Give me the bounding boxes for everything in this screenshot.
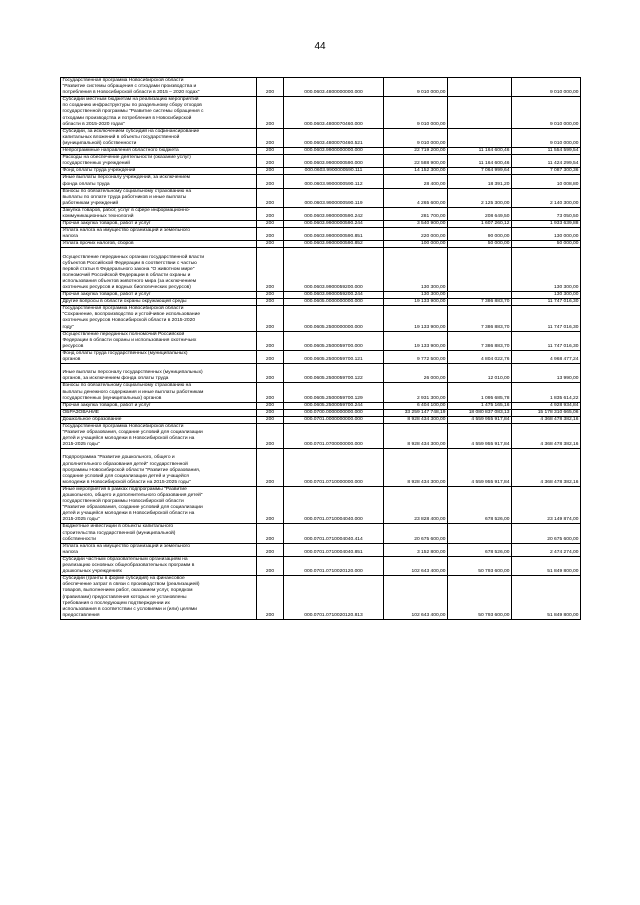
row-executed-amount-cell: 4 804 022,76 [448,350,512,363]
table-row [61,423,581,448]
row-name-cell: Бюджетные инвестиции в объекты капитального строительства государственной (муниципальной) собственности [61,524,257,543]
row-name-cell: Закупка товаров, работ, услуг в сфере информационно- коммуникационных технологий [61,207,257,220]
row-code-type-cell: 200 [257,524,284,543]
row-remaining-amount-cell: 4 928 934,84 [512,402,581,409]
table-row [61,556,581,575]
table-row [61,331,581,350]
page-number: 44 [314,41,326,52]
row-classification-code-cell: 000.0603.4800070460.000 [284,97,384,128]
table-row [61,155,581,168]
row-approved-amount-cell: 19 133 900,00 [384,331,448,350]
row-approved-amount-cell: 22 588 900,00 [384,155,448,168]
row-approved-amount-cell: 130 300,00 [384,292,448,299]
row-code-type-cell: 200 [257,148,284,155]
row-name-cell: Субсидии частным образовательным организациям на реализацию основных общеобразовательных программ в дошкольных учреждениях [61,556,257,575]
row-classification-code-cell: 000.0605.2500059700.121 [284,350,384,363]
row-remaining-amount-cell: 130 300,00 [512,292,581,299]
row-approved-amount-cell: 2 931 300,00 [384,383,448,402]
row-classification-code-cell: 000.0605.2500059700.122 [284,364,384,383]
row-executed-amount-cell: 7 386 883,70 [448,299,512,306]
row-executed-amount-cell: 678 526,00 [448,486,512,524]
row-classification-code-cell: 000.0701.0710004040.000 [284,486,384,524]
row-code-type-cell: 200 [257,402,284,409]
row-name-cell: Иные мероприятия в рамках подпрограммы "Развитие дошкольного, общего и дополнительного образования детей" государственной программы Новосибирской области "Развитие образования, создание условий для социализации детей и учащейся молодежи в Новосибирской области на 2015-2025 годы" [61,486,257,524]
row-executed-amount-cell [448,524,512,543]
row-code-type-cell: 200 [257,97,284,128]
row-executed-amount-cell: 4 559 955 917,84 [448,449,512,487]
row-name-cell: Субсидии, за исключением субсидий на софинансирование капитальных вложений в объекты государственной (муниципальной) собственности [61,128,257,147]
row-code-type-cell: 200 [257,168,284,175]
row-approved-amount-cell: 8 928 434 300,00 [384,449,448,487]
row-name-cell: Взносы по обязательному социальному страхованию на выплаты денежного содержания и иные выплаты работникам государственных (муниципальных) органов [61,383,257,402]
row-code-type-cell: 200 [257,543,284,556]
row-executed-amount-cell: 7 386 883,70 [448,331,512,350]
row-approved-amount-cell: 28 400,00 [384,175,448,188]
row-executed-amount-cell [448,128,512,147]
row-executed-amount-cell: 7 064 999,64 [448,168,512,175]
row-name-cell: Уплата налога на имущество организаций и земельного налога [61,228,257,241]
row-approved-amount-cell: 9 010 000,00 [384,97,448,128]
table-row [61,78,581,97]
row-name-cell: Расходы на обеспечение деятельности (оказание услуг) государственных учреждений [61,155,257,168]
row-classification-code-cell: 000.0700.0000000000.000 [284,409,384,416]
row-executed-amount-cell: 50 793 600,00 [448,576,512,620]
row-approved-amount-cell: 23 828 400,00 [384,486,448,524]
row-approved-amount-cell: 33 259 147 748,19 [384,409,448,416]
row-approved-amount-cell: 19 133 900,00 [384,306,448,331]
row-classification-code-cell: 000.0603.9900059200.000 [284,248,384,292]
row-code-type-cell: 200 [257,576,284,620]
row-remaining-amount-cell: 23 149 874,00 [512,486,581,524]
table-row [61,576,581,620]
row-classification-code-cell: 000.0603.9900059200.244 [284,292,384,299]
row-approved-amount-cell: 102 643 400,00 [384,576,448,620]
row-classification-code-cell: 000.0701.0710004040.851 [284,543,384,556]
table-row [61,543,581,556]
row-name-cell: ОБРАЗОВАНИЕ [61,409,257,416]
row-name-cell: Дошкольное образование [61,416,257,423]
row-code-type-cell: 200 [257,299,284,306]
row-executed-amount-cell: 18 080 837 083,13 [448,409,512,416]
row-remaining-amount-cell: 50 000,00 [512,241,581,248]
row-executed-amount-cell: 678 526,00 [448,543,512,556]
row-approved-amount-cell: 4 265 600,00 [384,188,448,207]
table-row [61,228,581,241]
row-approved-amount-cell: 14 152 300,00 [384,168,448,175]
row-approved-amount-cell: 8 928 434 300,00 [384,416,448,423]
row-classification-code-cell: 000.0605.0000000000.000 [284,299,384,306]
table-row [61,221,581,228]
row-name-cell: Государственная программа Новосибирской области "Сохранение, воспроизводство и устойчивое использование охотничьих ресурсов Новосибирской области в 2015-2020 году" [61,306,257,331]
table-row [61,248,581,292]
row-name-cell: Прочая закупка товаров, работ и услуг [61,402,257,409]
table-row [61,97,581,128]
row-approved-amount-cell: 130 300,00 [384,248,448,292]
table-row [61,402,581,409]
row-name-cell: Иные выплаты персоналу государственных (муниципальных) органов, за исключением фонда оплаты труда [61,364,257,383]
row-remaining-amount-cell: 15 178 310 665,06 [512,409,581,416]
row-executed-amount-cell [448,97,512,128]
row-approved-amount-cell: 19 133 900,00 [384,299,448,306]
row-classification-code-cell: 000.0603.9900000590.112 [284,175,384,188]
row-remaining-amount-cell: 130 300,00 [512,248,581,292]
row-remaining-amount-cell: 11 747 016,30 [512,331,581,350]
row-name-cell: Подпрограмма "Развитие дошкольного, общего и дополнительного образования детей" государственной программы Новосибирской области "Развитие образования, создание условий для социализации детей и учащейся молодежи в Новосибирской области на 2015-2025 годы" [61,449,257,487]
row-classification-code-cell: 000.0603.9900000590.851 [284,228,384,241]
row-remaining-amount-cell: 9 010 000,00 [512,78,581,97]
row-approved-amount-cell: 20 675 600,00 [384,524,448,543]
row-name-cell: Фонд оплаты труда учреждений [61,168,257,175]
row-code-type-cell: 200 [257,364,284,383]
row-remaining-amount-cell: 2 474 274,00 [512,543,581,556]
row-name-cell: Осуществление переданных органам государственной власти субъектов Российской Федерации в соответствии с частью первой статьи 6 Федерального закона "О животном мире" полномочий Российской Федерации в области охраны и использования объектов животного мира (за исключением охотничьих ресурсов и водных биологических ресурсов) [61,248,257,292]
row-classification-code-cell: 000.0701.0710004040.414 [284,524,384,543]
row-classification-code-cell: 000.0701.0700000000.000 [284,423,384,448]
table-row [61,188,581,207]
row-code-type-cell: 200 [257,306,284,331]
table-row [61,292,581,299]
row-remaining-amount-cell: 11 747 016,30 [512,299,581,306]
row-approved-amount-cell: 22 719 200,00 [384,148,448,155]
row-remaining-amount-cell: 4 968 477,24 [512,350,581,363]
row-classification-code-cell: 000.0701.0710020120.000 [284,556,384,575]
row-executed-amount-cell: 11 164 600,46 [448,148,512,155]
row-remaining-amount-cell: 4 368 478 382,16 [512,423,581,448]
row-remaining-amount-cell: 11 554 599,54 [512,148,581,155]
row-executed-amount-cell [448,78,512,97]
row-approved-amount-cell: 8 928 434 300,00 [384,423,448,448]
row-executed-amount-cell [448,292,512,299]
row-classification-code-cell: 000.0603.9900000590.852 [284,241,384,248]
row-classification-code-cell: 000.0603.4800000000.000 [284,78,384,97]
row-executed-amount-cell: 2 125 300,00 [448,188,512,207]
row-code-type-cell: 200 [257,350,284,363]
row-classification-code-cell: 000.0603.9900000590.244 [284,221,384,228]
row-code-type-cell: 200 [257,416,284,423]
row-code-type-cell: 200 [257,188,284,207]
row-approved-amount-cell: 26 000,00 [384,364,448,383]
row-approved-amount-cell: 281 700,00 [384,207,448,220]
row-code-type-cell: 200 [257,155,284,168]
row-remaining-amount-cell: 9 010 000,00 [512,97,581,128]
row-remaining-amount-cell: 4 368 478 382,16 [512,449,581,487]
row-executed-amount-cell: 7 386 883,70 [448,306,512,331]
table-row [61,168,581,175]
row-classification-code-cell: 000.0605.2500059700.244 [284,402,384,409]
row-code-type-cell: 200 [257,228,284,241]
row-name-cell: Уплата прочих налогов, сборов [61,241,257,248]
row-code-type-cell: 200 [257,175,284,188]
table-row [61,241,581,248]
row-name-cell: Иные выплаты персоналу учреждений, за исключением фонда оплаты труда [61,175,257,188]
row-remaining-amount-cell: 51 849 800,00 [512,576,581,620]
row-remaining-amount-cell: 11 747 016,30 [512,306,581,331]
row-executed-amount-cell: 50 000,00 [448,241,512,248]
row-executed-amount-cell: 1 607 260,12 [448,221,512,228]
row-approved-amount-cell: 3 152 800,00 [384,543,448,556]
row-executed-amount-cell [448,248,512,292]
row-executed-amount-cell: 1 475 165,16 [448,402,512,409]
row-classification-code-cell: 000.0701.0710020120.813 [284,576,384,620]
row-code-type-cell: 200 [257,207,284,220]
budget-table-body [61,78,581,620]
row-classification-code-cell: 000.0603.9900000590.111 [284,168,384,175]
table-row [61,306,581,331]
row-remaining-amount-cell: 73 050,50 [512,207,581,220]
table-row [61,486,581,524]
row-classification-code-cell: 000.0603.9900000000.000 [284,148,384,155]
row-code-type-cell: 200 [257,486,284,524]
row-remaining-amount-cell: 1 835 614,22 [512,383,581,402]
row-executed-amount-cell: 18 391,20 [448,175,512,188]
budget-table [60,77,581,620]
table-row [61,128,581,147]
row-approved-amount-cell: 3 540 900,00 [384,221,448,228]
table-row [61,416,581,423]
table-row [61,350,581,363]
row-code-type-cell: 200 [257,221,284,228]
row-code-type-cell: 200 [257,248,284,292]
row-executed-amount-cell: 4 559 955 917,84 [448,416,512,423]
table-row [61,364,581,383]
row-classification-code-cell: 000.0603.4800070460.521 [284,128,384,147]
row-executed-amount-cell: 11 164 600,46 [448,155,512,168]
row-code-type-cell: 200 [257,292,284,299]
row-code-type-cell: 200 [257,331,284,350]
row-name-cell: Уплата налога на имущество организаций и земельного налога [61,543,257,556]
row-name-cell: Субсидии (гранты в форме субсидий) на финансовое обеспечение затрат в связи с производством (реализацией) товаров, выполнением работ, оказанием услуг, порядком (правилами) предоставления которых не установлены требования о последующем подтверждении их использования в соответствии с условиями и (или) целями предоставления [61,576,257,620]
table-row [61,299,581,306]
row-approved-amount-cell: 9 010 000,00 [384,128,448,147]
row-executed-amount-cell: 50 793 600,00 [448,556,512,575]
row-name-cell: Государственная программа Новосибирской области "Развитие образования, создание условий для социализации детей и учащейся молодежи в Новосибирской области на 2015-2025 годы" [61,423,257,448]
row-remaining-amount-cell: 20 675 600,00 [512,524,581,543]
row-classification-code-cell: 000.0605.2500000000.000 [284,306,384,331]
row-remaining-amount-cell: 11 424 299,54 [512,155,581,168]
row-name-cell: Фонд оплаты труда государственных (муниципальных) органов [61,350,257,363]
row-name-cell: Прочая закупка товаров, работ и услуг [61,292,257,299]
row-approved-amount-cell: 102 643 400,00 [384,556,448,575]
row-executed-amount-cell: 1 095 685,78 [448,383,512,402]
row-name-cell: Субсидии местным бюджетам на реализацию мероприятий по созданию инфраструктуры по раздельному сбору отходов государственной программы "Развитие системы обращения с отходами производства и потребления в Новосибирской области в 2015-2020 годах" [61,97,257,128]
row-remaining-amount-cell: 13 990,00 [512,364,581,383]
row-code-type-cell: 200 [257,449,284,487]
row-code-type-cell: 200 [257,78,284,97]
row-approved-amount-cell: 9 010 000,00 [384,78,448,97]
row-executed-amount-cell: 90 000,00 [448,228,512,241]
row-code-type-cell: 200 [257,409,284,416]
row-code-type-cell: 200 [257,423,284,448]
row-remaining-amount-cell: 130 000,00 [512,228,581,241]
row-remaining-amount-cell: 1 933 639,88 [512,221,581,228]
row-remaining-amount-cell: 9 010 000,00 [512,128,581,147]
table-row [61,449,581,487]
row-code-type-cell: 200 [257,128,284,147]
row-approved-amount-cell: 9 772 500,00 [384,350,448,363]
table-row [61,148,581,155]
row-approved-amount-cell: 220 000,00 [384,228,448,241]
table-row [61,207,581,220]
row-executed-amount-cell: 208 649,50 [448,207,512,220]
row-approved-amount-cell: 6 404 100,00 [384,402,448,409]
row-remaining-amount-cell: 10 008,80 [512,175,581,188]
row-name-cell: Другие вопросы в области охраны окружающей среды [61,299,257,306]
row-code-type-cell: 200 [257,241,284,248]
row-classification-code-cell: 000.0603.9900000590.119 [284,188,384,207]
row-classification-code-cell: 000.0605.2500059700.000 [284,331,384,350]
row-classification-code-cell: 000.0701.0710000000.000 [284,449,384,487]
row-remaining-amount-cell: 51 849 800,00 [512,556,581,575]
table-row [61,383,581,402]
row-remaining-amount-cell: 2 140 300,00 [512,188,581,207]
row-executed-amount-cell: 12 010,00 [448,364,512,383]
row-remaining-amount-cell: 4 368 478 382,16 [512,416,581,423]
row-classification-code-cell: 000.0701.0000000000.000 [284,416,384,423]
row-code-type-cell: 200 [257,556,284,575]
table-row [61,524,581,543]
row-executed-amount-cell: 4 559 955 917,84 [448,423,512,448]
row-name-cell: Прочая закупка товаров, работ и услуг [61,221,257,228]
table-row [61,175,581,188]
row-name-cell: Осуществление переданных полномочий Российской Федерации в области охраны и использования охотничьих ресурсов [61,331,257,350]
row-name-cell: Непрограммные направления областного бюджета [61,148,257,155]
row-code-type-cell: 200 [257,383,284,402]
row-classification-code-cell: 000.0603.9900000590.242 [284,207,384,220]
row-classification-code-cell: 000.0603.9900000590.000 [284,155,384,168]
row-classification-code-cell: 000.0605.2500059700.129 [284,383,384,402]
row-name-cell: Государственная программа Новосибирской области "Развитие системы обращения с отходами производства и потребления в Новосибирской области в 2015 – 2020 годах" [61,78,257,97]
row-remaining-amount-cell: 7 087 300,36 [512,168,581,175]
row-name-cell: Взносы по обязательному социальному страхованию на выплаты по оплате труда работников и иные выплаты работникам учреждений [61,188,257,207]
row-approved-amount-cell: 100 000,00 [384,241,448,248]
table-row [61,409,581,416]
